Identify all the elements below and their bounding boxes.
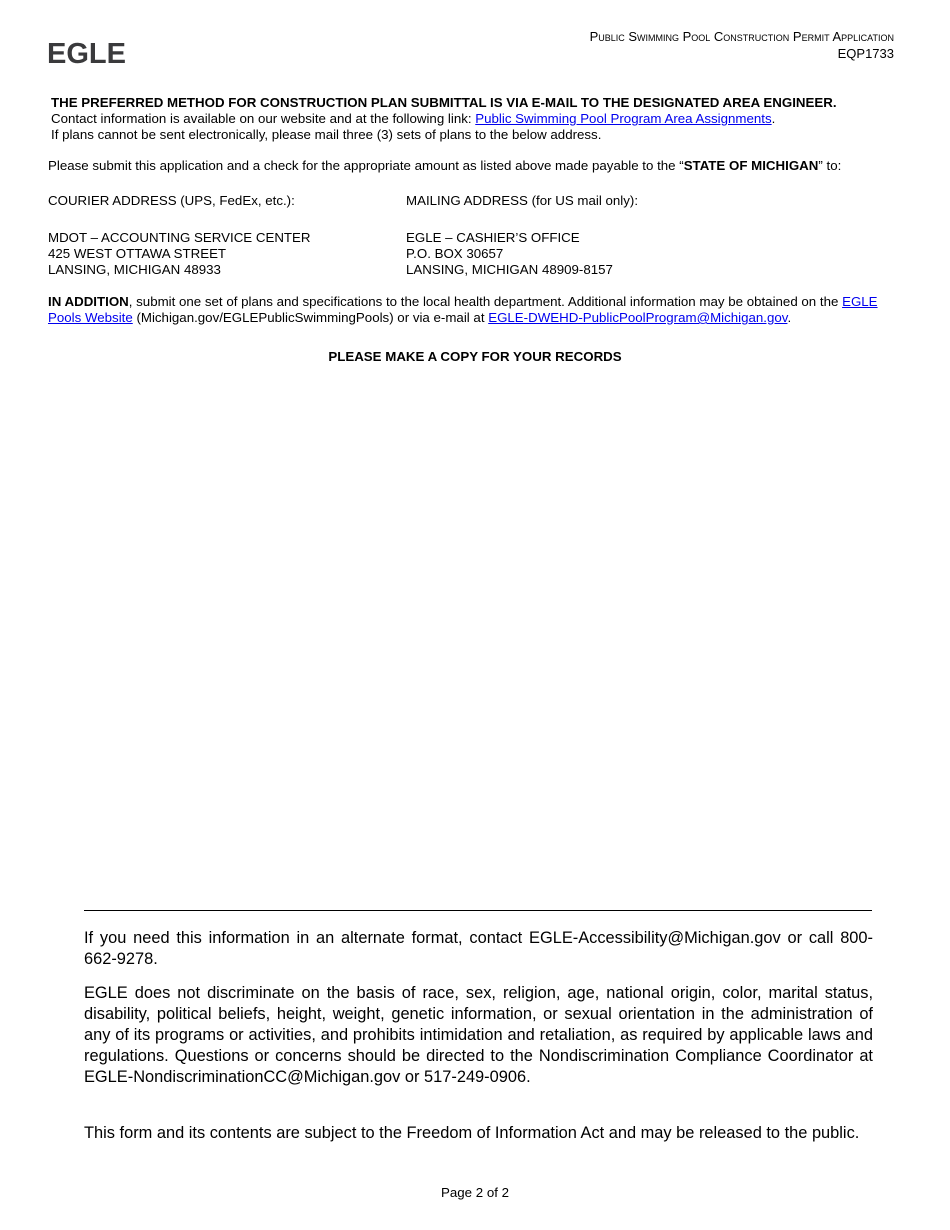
foia-notice: This form and its contents are subject to the Freedom of Information Act and may be released to the public. bbox=[84, 1124, 860, 1142]
additional-info-end: . bbox=[787, 310, 792, 325]
submit-text: Please submit this application and a check for the appropriate amount as listed above made payable to the “ bbox=[48, 158, 684, 173]
egle-logo bbox=[47, 40, 127, 66]
payee-name: STATE OF MICHIGAN bbox=[683, 158, 819, 173]
mail-plans-note: If plans cannot be sent electronically, please mail three (3) sets of plans to the below address. bbox=[51, 127, 602, 142]
page-number: Page 2 of 2 bbox=[440, 1185, 510, 1200]
footer-divider bbox=[84, 910, 872, 911]
nondiscrimination-notice: EGLE does not discriminate on the basis of race, sex, religion, age, national origin, color, marital status, disability, political beliefs, height, weight, genetic information, or sexual orientation in the administration of any of its programs or activities, and prohibits intimidation and retaliation, as required by applicable laws and regulations. Questions or concerns should be directed to the Nondiscrimination Compliance Coordinator at EGLE-NondiscriminationCC@Michigan.gov or 517-249-0906. bbox=[84, 984, 873, 1086]
form-number: EQP1733 bbox=[837, 46, 894, 61]
contact-info-text: Contact information is available on our website and at the following link: bbox=[51, 111, 476, 126]
contact-info-end: . bbox=[771, 111, 776, 126]
form-title: Public Swimming Pool Construction Permit Application bbox=[589, 29, 894, 44]
area-assignments-link[interactable]: Public Swimming Pool Program Area Assignments bbox=[475, 111, 772, 126]
mailing-address-line: LANSING, MICHIGAN 48909-8157 bbox=[406, 262, 613, 277]
copy-records-note: PLEASE MAKE A COPY FOR YOUR RECORDS bbox=[328, 349, 622, 364]
mailing-address-label: MAILING ADDRESS (for US mail only): bbox=[406, 193, 639, 208]
courier-address bbox=[48, 230, 406, 278]
pool-program-email-link[interactable]: EGLE-DWEHD-PublicPoolProgram@Michigan.gov bbox=[488, 310, 788, 325]
submit-instructions bbox=[48, 158, 898, 174]
egle-pools-website-link[interactable]: EGLE Pools Website bbox=[48, 294, 878, 325]
mailing-address-line: P.O. BOX 30657 bbox=[406, 246, 504, 261]
alternate-format-notice: If you need this information in an alternate format, contact EGLE-Accessibility@Michigan.gov or call 800-662-9278. bbox=[84, 929, 873, 968]
courier-address-line: LANSING, MICHIGAN 48933 bbox=[48, 262, 221, 277]
mailing-address bbox=[406, 230, 806, 278]
preferred-method-section bbox=[48, 95, 901, 143]
preferred-method-heading: THE PREFERRED METHOD FOR CONSTRUCTION PLAN SUBMITTAL IS VIA E-MAIL TO THE DESIGNATED AREA ENGINEER. bbox=[51, 95, 837, 110]
form-header bbox=[590, 28, 894, 62]
courier-address-line: MDOT – ACCOUNTING SERVICE CENTER bbox=[48, 230, 311, 245]
additional-info-text: , submit one set of plans and specifications to the local health department. Additional information may be obtained on the bbox=[128, 294, 843, 309]
in-addition-lead: IN ADDITION bbox=[48, 294, 129, 309]
additional-info-middle: (Michigan.gov/EGLEPublicSwimmingPools) or via e-mail at bbox=[132, 310, 489, 325]
egle-logo-text: EGLE bbox=[47, 40, 127, 66]
contact-info-line bbox=[51, 111, 901, 127]
courier-address-line: 425 WEST OTTAWA STREET bbox=[48, 246, 227, 261]
mailing-address-line: EGLE – CASHIER’S OFFICE bbox=[406, 230, 580, 245]
submit-end: ” to: bbox=[818, 158, 842, 173]
additional-info bbox=[48, 294, 898, 326]
courier-address-label: COURIER ADDRESS (UPS, FedEx, etc.): bbox=[48, 193, 295, 208]
